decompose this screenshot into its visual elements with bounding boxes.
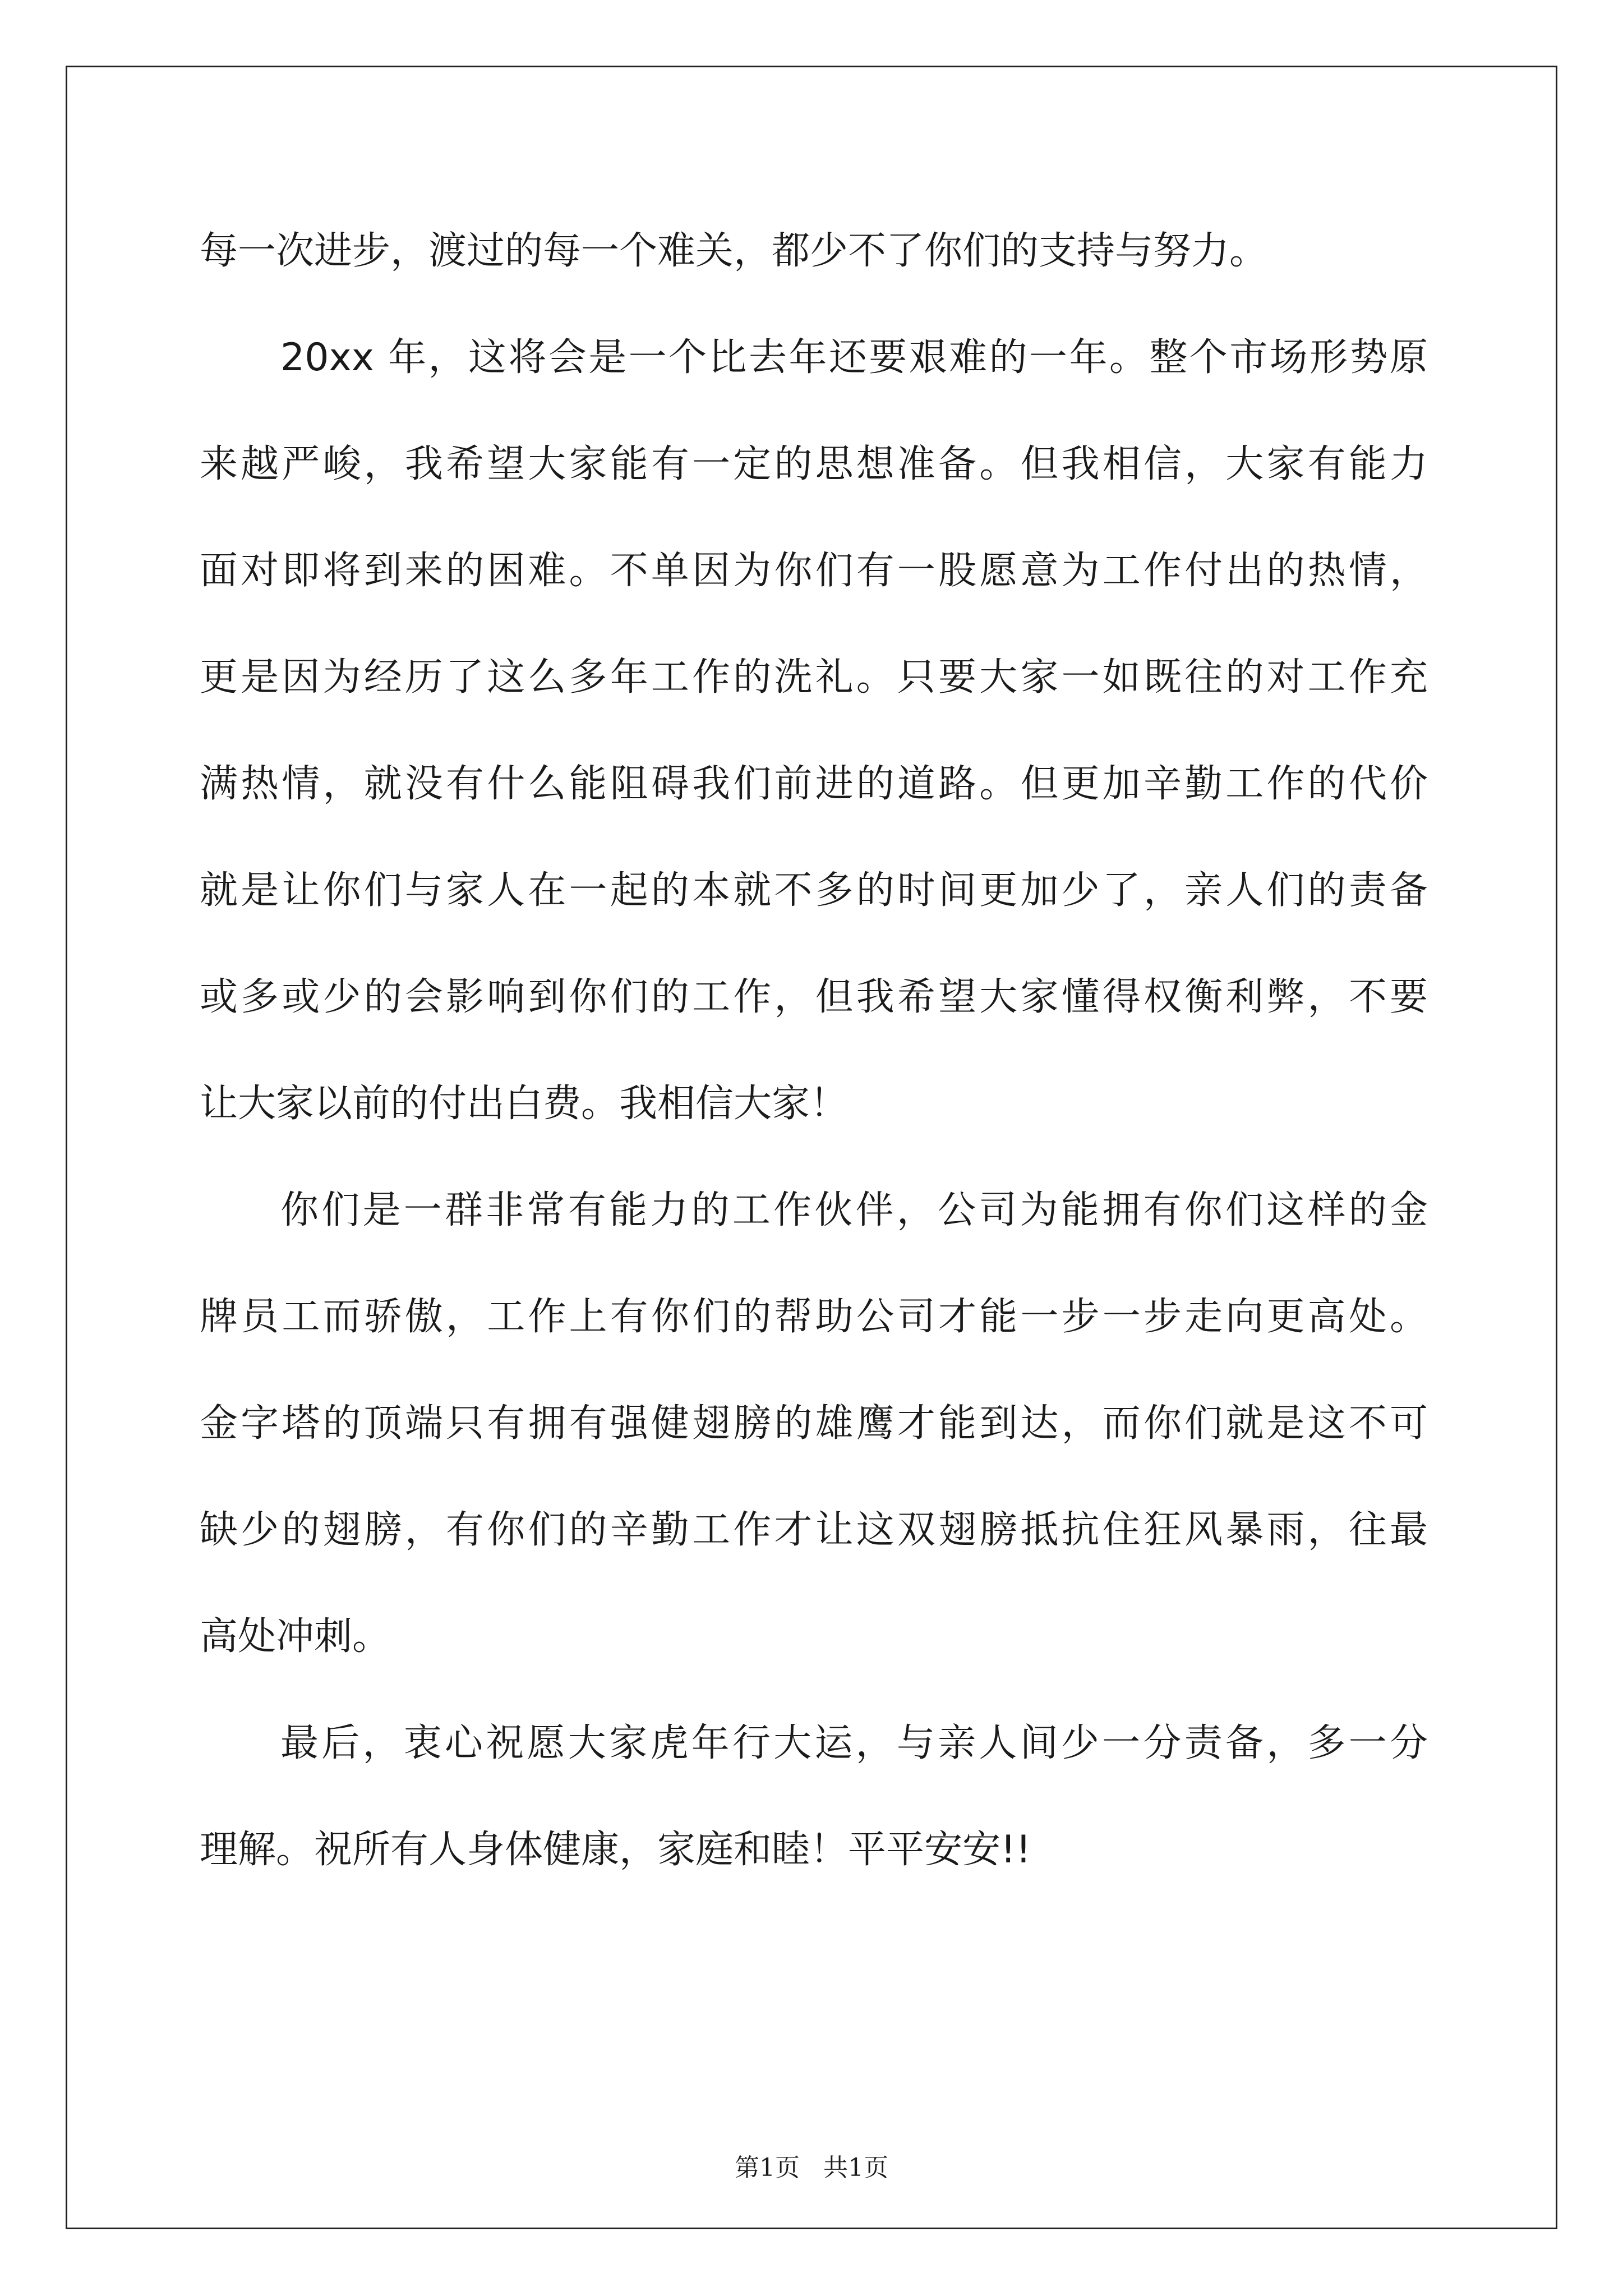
text-line: 每一次进步，渡过的每一个难关，都少不了你们的支持与努力。 [200, 229, 1268, 273]
text-line: 更是因为经历了这么多年工作的洗礼。只要大家一如既往的对工作充 [200, 655, 1428, 700]
total-pages: 共1页 [823, 2154, 888, 2182]
page-footer [0, 2151, 1623, 2185]
text-line: 满热情，就没有什么能阻碍我们前进的道路。但更加辛勤工作的代价 [200, 762, 1428, 806]
paragraph-first-line: 你们是一群非常有能力的工作伙伴，公司为能拥有你们这样的金 [280, 1188, 1428, 1232]
text-line: 理解。祝所有人身体健康，家庭和睦！平平安安!! [200, 1828, 1031, 1872]
text-line: 金字塔的顶端只有拥有强健翅膀的雄鹰才能到达，而你们就是这不可 [200, 1401, 1428, 1446]
text-line: 面对即将到来的困难。不单因为你们有一股愿意为工作付出的热情， [200, 549, 1428, 593]
page-border [66, 66, 1557, 2229]
text-line: 让大家以前的付出白费。我相信大家！ [200, 1082, 849, 1126]
text-line: 或多或少的会影响到你们的工作，但我希望大家懂得权衡利弊，不要 [200, 975, 1428, 1019]
text-line: 缺少的翅膀，有你们的辛勤工作才让这双翅膀抵抗住狂风暴雨，往最 [200, 1508, 1428, 1552]
text-line: 牌员工而骄傲，工作上有你们的帮助公司才能一步一步走向更高处。 [200, 1295, 1428, 1339]
text-line: 高处冲刺。 [200, 1614, 391, 1659]
paragraph-first-line: 最后，衷心祝愿大家虎年行大运，与亲人间少一分责备，多一分 [280, 1721, 1428, 1765]
text-line: 来越严峻，我希望大家能有一定的思想准备。但我相信，大家有能力 [200, 442, 1428, 486]
paragraph-first-line: 20xx 年，这将会是一个比去年还要艰难的一年。整个市场形势原 [280, 335, 1428, 380]
page-number: 第1页 [735, 2154, 800, 2182]
text-line: 就是让你们与家人在一起的本就不多的时间更加少了，亲人们的责备 [200, 868, 1428, 913]
